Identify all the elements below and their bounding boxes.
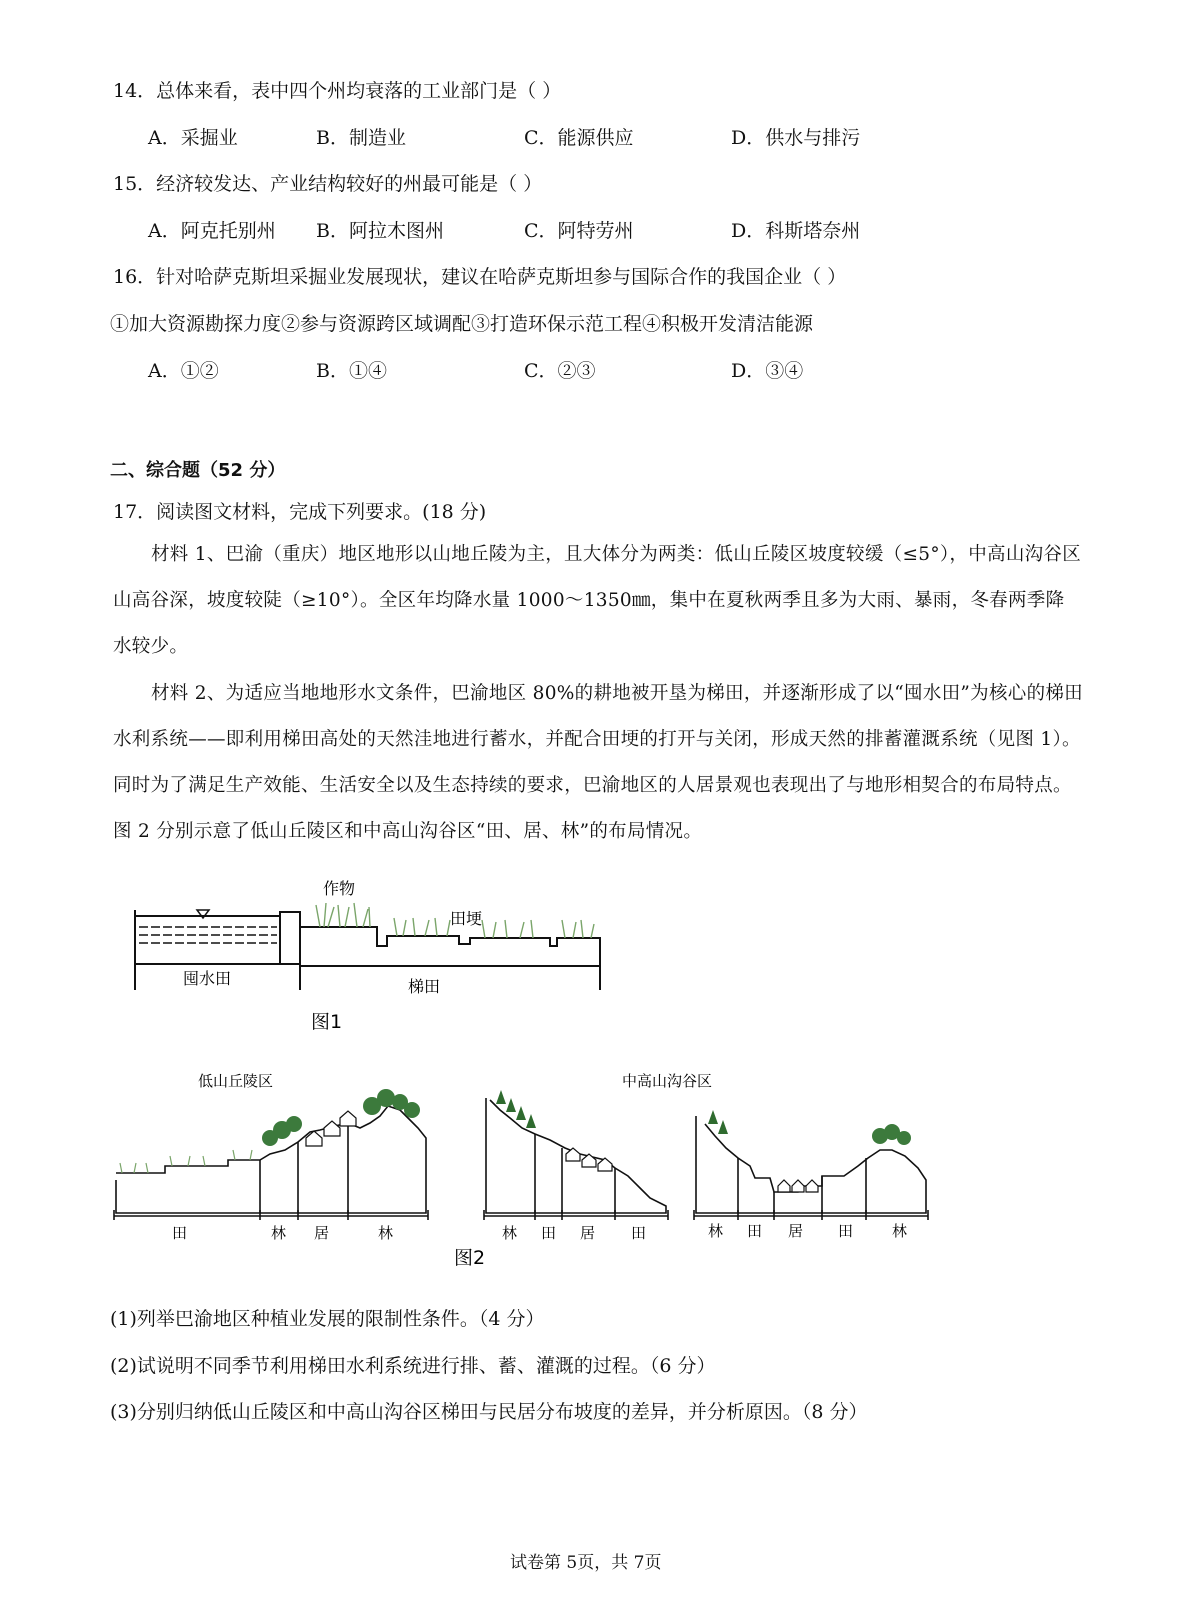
question-15-stem: 15．经济较发达、产业结构较好的州最可能是（ ）	[113, 173, 543, 195]
fig2-right-title: 中高山沟谷区	[622, 1072, 713, 1090]
figure-2-layout-diagram	[110, 1068, 940, 1273]
fig2-left-title: 低山丘陵区	[198, 1072, 274, 1090]
question-14-stem: 14．总体来看，表中四个州均衰落的工业部门是（ ）	[113, 80, 562, 102]
fig2-mid-label-1: 林	[502, 1224, 518, 1242]
fig2-left-label-3: 居	[314, 1224, 330, 1242]
q16-option-b: B．①④	[316, 360, 387, 382]
fig2-right-label-5: 林	[892, 1222, 908, 1240]
q15-option-c: C．阿特劳州	[524, 220, 634, 242]
fig2-right-label-3: 居	[788, 1222, 804, 1240]
q16-option-a: A．①②	[148, 360, 219, 382]
sub-question-3: (3)分别归纳低山丘陵区和中高山沟谷区梯田与民居分布坡度的差异，并分析原因。（8 分）	[110, 1401, 868, 1423]
fig2-mid-label-3: 居	[580, 1224, 596, 1242]
material-1: 材料 1、巴渝（重庆）地区地形以山地丘陵为主，且大体分为两类：低山丘陵区坡度较缓（≤5°），中高山沟谷区山高谷深，坡度较陡（≥10°）。全区年均降水量 1000～1350㎜，集中在夏秋两季且多为大雨、暴雨，冬春两季降水较少。	[113, 544, 1082, 657]
fig1-label-ridge: 田埂	[450, 909, 483, 928]
sub-question-2: (2)试说明不同季节利用梯田水利系统进行排、蓄、灌溉的过程。（6 分）	[110, 1355, 716, 1377]
fig1-label-crop: 作物	[323, 879, 356, 898]
fig2-right-label-2: 田	[747, 1222, 763, 1240]
fig2-mid-label-4: 田	[631, 1224, 647, 1242]
fig2-right-label-4: 田	[838, 1222, 854, 1240]
q15-option-a: A．阿克托别州	[148, 220, 276, 242]
fig1-label-pond: 囤水田	[183, 969, 232, 988]
sub-question-1: (1)列举巴渝地区种植业发展的限制性条件。（4 分）	[110, 1308, 545, 1330]
q16-option-c: C．②③	[524, 360, 596, 382]
fig2-mid-label-2: 田	[541, 1224, 557, 1242]
material-2: 材料 2、为适应当地地形水文条件，巴渝地区 80%的耕地被开垦为梯田，并逐渐形成了以“囤水田”为核心的梯田水利系统——即利用梯田高处的天然洼地进行蓄水，并配合田埂的打开与关闭，形成天然的排蓄灌溉系统（见图 1）。同时为了满足生产效能、生活安全以及生态持续的要求，巴渝地区的人居景观也表现出了与地形相契合的布局特点。图 2 分别示意了低山丘陵区和中高山沟谷区“田、居、林”的布局情况。	[113, 683, 1083, 842]
section-title: 二、综合题（52 分）	[110, 460, 286, 481]
page-footer: 试卷第 5页，共 7页	[510, 1553, 662, 1573]
fig2-left-label-4: 林	[378, 1224, 394, 1242]
q16-statements: ①加大资源勘探力度②参与资源跨区域调配③打造环保示范工程④积极开发清洁能源	[110, 313, 814, 335]
q14-option-a: A．采掘业	[148, 127, 238, 149]
fig2-caption: 图2	[454, 1247, 486, 1269]
question-16-stem: 16．针对哈萨克斯坦采掘业发展现状，建议在哈萨克斯坦参与国际合作的我国企业（ ）	[113, 266, 847, 288]
q14-option-c: C．能源供应	[524, 127, 634, 149]
question-17-stem: 17．阅读图文材料，完成下列要求。(18 分)	[113, 501, 487, 523]
fig2-right-label-1: 林	[708, 1222, 724, 1240]
figure-1-terrace-diagram	[125, 872, 615, 1042]
fig1-label-terrace: 梯田	[408, 977, 441, 996]
q14-option-b: B．制造业	[316, 127, 406, 149]
q14-option-d: D．供水与排污	[731, 127, 861, 149]
fig2-left-label-2: 林	[271, 1224, 287, 1242]
q15-option-d: D．科斯塔奈州	[731, 220, 861, 242]
fig2-left-label-1: 田	[172, 1224, 188, 1242]
fig1-caption: 图1	[311, 1011, 343, 1033]
q16-option-d: D．③④	[731, 360, 804, 382]
q15-option-b: B．阿拉木图州	[316, 220, 444, 242]
